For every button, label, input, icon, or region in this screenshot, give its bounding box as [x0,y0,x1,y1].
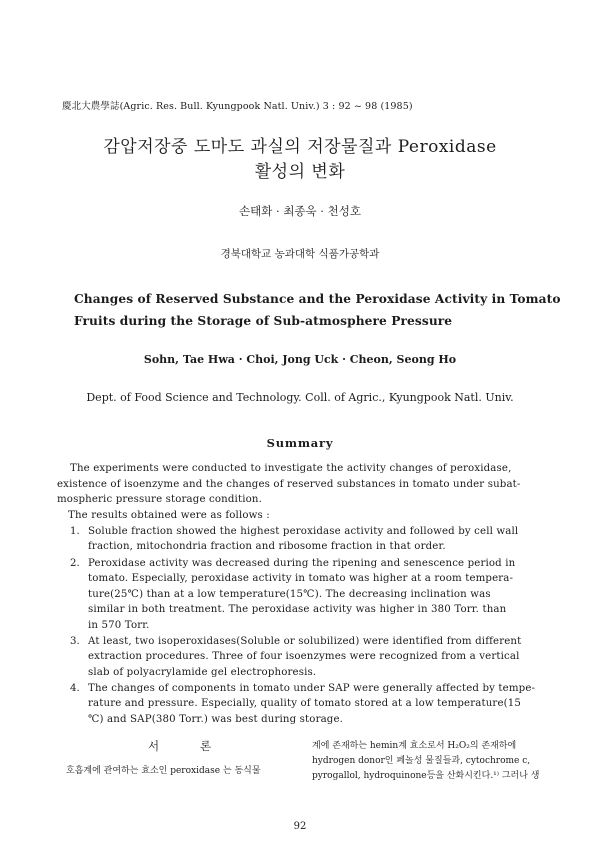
summary-item-number: 1. [70,526,80,537]
right-column-line: pyrogallol, hydroquinone등을 산화시킨다.¹⁾ 그러나 생 [312,771,540,781]
summary-item-number: 2. [70,558,80,569]
summary-item-line: ture(25℃) than at a low temperature(15℃). The decreasing inclination was [88,589,491,600]
right-column-line: 계에 존재하는 hemin계 효소로서 H₂O₂의 존재하에 [312,741,517,751]
english-title-line-2: Fruits during the Storage of Sub-atmosphere Pressure [74,314,453,328]
summary-item-line: tomato. Especially, peroxidase activity in tomato was higher at a room tempera- [88,573,514,584]
korean-authors: 손태화 · 최종욱 · 천성호 [239,204,361,218]
korean-affiliation: 경북대학교 농과대학 식품가공학과 [220,248,380,260]
summary-intro-line: existence of isoenzyme and the changes of reserved substances in tomato under subat- [57,479,521,490]
summary-item-line: extraction procedures. Three of four isoenzymes were recognized from a vertical [88,651,520,662]
english-affiliation: Dept. of Food Science and Technology. Coll. of Agric., Kyungpook Natl. Univ. [86,391,514,404]
summary-intro-line: The results obtained were as follows : [68,510,270,521]
summary-item-line: At least, two isoperoxidases(Soluble or solubilized) were identified from different [88,636,522,647]
section-heading-char: 서 [148,739,160,753]
section-heading-char: 론 [200,739,212,753]
summary-item-line: fraction, mitochondria fraction and ribosome fraction in that order. [88,541,446,552]
journal-citation: 慶北大農學誌(Agric. Res. Bull. Kyungpook Natl. Univ.) 3 : 92 ~ 98 (1985) [62,101,413,112]
summary-intro-line: The experiments were conducted to investigate the activity changes of peroxidase, [70,463,512,474]
summary-item-line: slab of polyacrylamide gel electrophoresis. [88,667,317,678]
summary-item-line: Soluble fraction showed the highest peroxidase activity and followed by cell wall [88,526,519,537]
summary-intro-line: mospheric pressure storage condition. [57,494,262,505]
summary-item-line: rature and pressure. Especially, quality of tomato stored at a low temperature(15 [88,698,522,709]
english-title-line-1: Changes of Reserved Substance and the Peroxidase Activity in Tomato [74,292,561,306]
summary-item-number: 3. [70,636,80,647]
korean-title-line-2: 활성의 변화 [254,162,346,182]
summary-item-line: ℃) and SAP(380 Torr.) was best during storage. [88,714,344,725]
summary-item-line: similar in both treatment. The peroxidase activity was higher in 380 Torr. than [88,604,507,615]
summary-item-line: The changes of components in tomato under SAP were generally affected by tempe- [88,683,536,694]
summary-item-line: in 570 Torr. [88,620,150,631]
summary-item-line: Peroxidase activity was decreased during the ripening and senescence period in [88,558,516,569]
summary-heading: Summary [266,436,334,450]
page-number: 92 [293,821,307,832]
korean-title-line-1: 감압저장중 도마도 과실의 저장물질과 Peroxidase [103,137,497,157]
right-column-line: hydrogen donor인 페놀성 물질들과, cytochrome c, [312,756,531,766]
summary-item-number: 4. [70,683,80,694]
left-column-line: 호흡계에 관여하는 효소인 peroxidase 는 동식물 [66,766,261,776]
english-authors: Sohn, Tae Hwa · Choi, Jong Uck · Cheon, Seong Ho [143,353,457,366]
